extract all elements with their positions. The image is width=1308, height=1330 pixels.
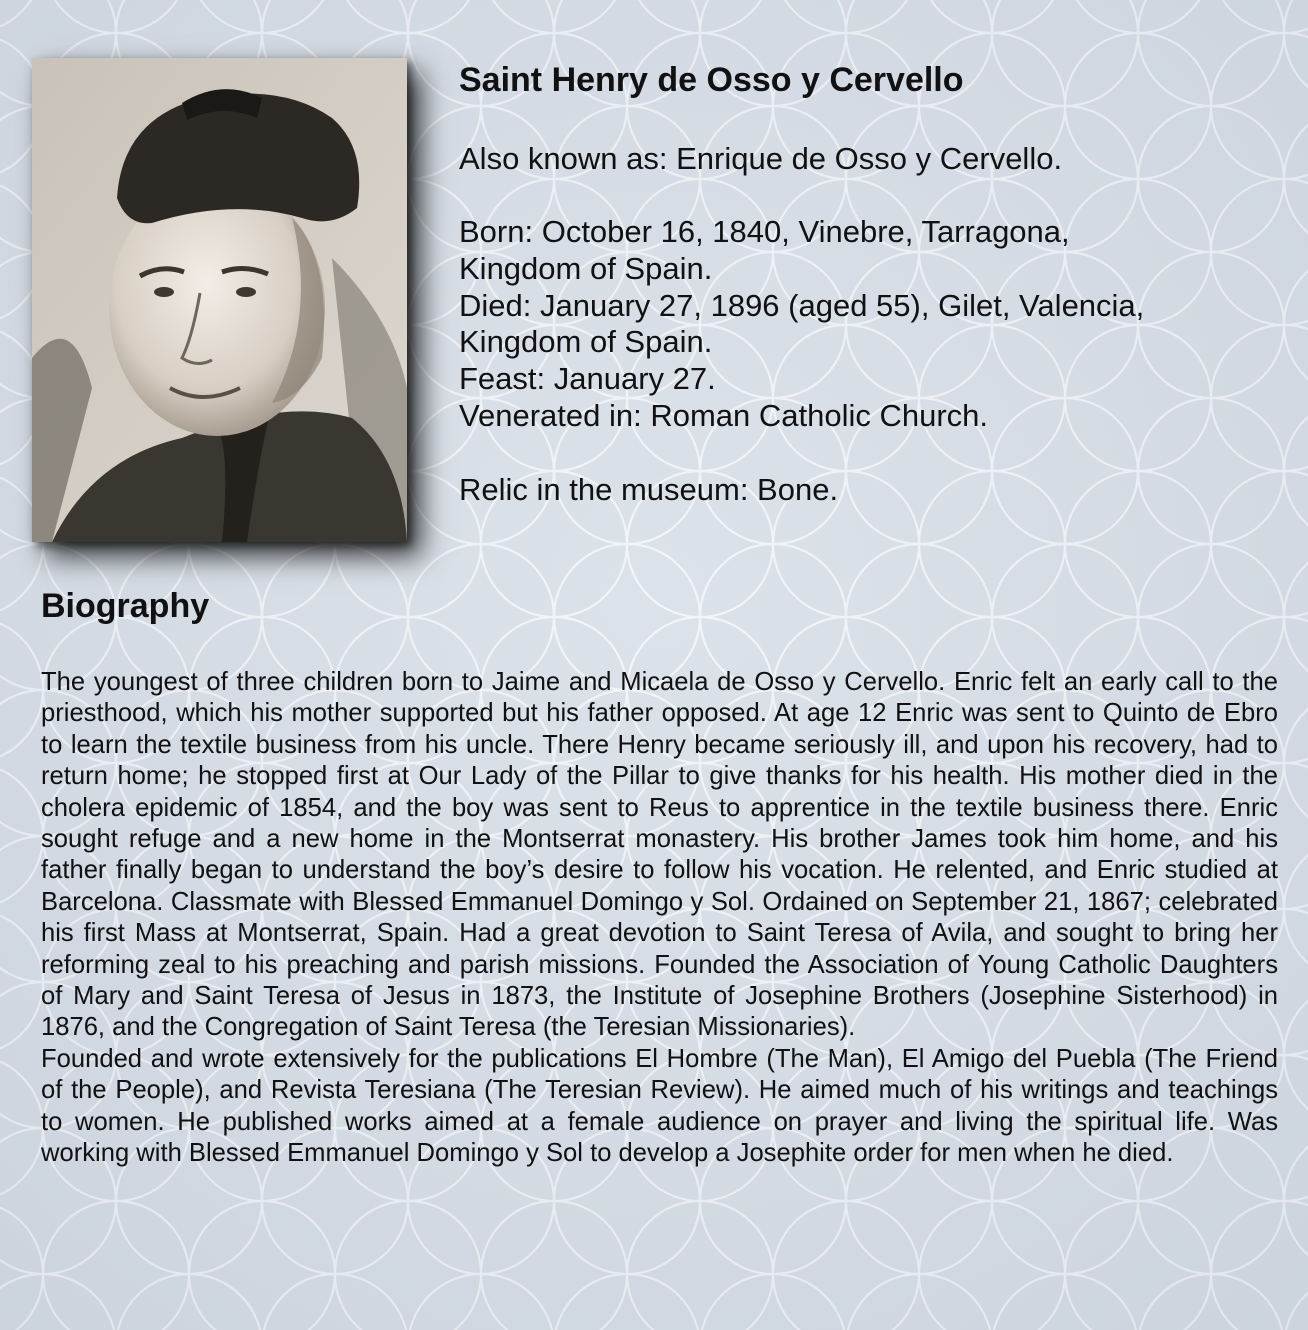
also-known-as-text: Also known as: Enrique de Osso y Cervello. (459, 141, 1063, 176)
relic-block (459, 472, 1259, 509)
biography-heading: Biography (41, 587, 210, 625)
biography-paragraph-2: Founded and wrote extensively for the publications El Hombre (The Man), El Amigo del Puebla (The Friend of the People), and Revista Teresiana (The Teresian Review). He aimed much of his writings and teachings to women. He published works aimed at a female audience on prayer and living the spiritual life. Was working with Blessed Emmanuel Domingo y Sol to develop a Josephite order for men when he died. (41, 1044, 1278, 1168)
born-line-2: Kingdom of Spain. (459, 250, 713, 286)
died-line-2: Kingdom of Spain. (459, 324, 713, 360)
feast-text: Feast: January 27. (459, 361, 716, 397)
venerated-text: Venerated in: Roman Catholic Church. (459, 397, 989, 433)
born-line-1: Born: October 16, 1840, Vinebre, Tarragona, (459, 214, 1070, 249)
biography-body (41, 667, 1278, 1170)
also-known-as-block (459, 141, 1259, 178)
saint-vitals-block (459, 214, 1259, 435)
relic-text: Relic in the museum: Bone. (459, 472, 839, 507)
died-line-1: Died: January 27, 1896 (aged 55), Gilet, Valencia, (459, 287, 1145, 323)
saint-portrait-image (32, 58, 407, 542)
biography-paragraph-1: The youngest of three children born to Jaime and Micaela de Osso y Cervello. Enric felt an early call to the priesthood, which his mother supported but his father opposed. At age 12 Enric was sent to Quinto de Ebro to learn the textile business from his uncle. There Henry became seriously ill, and upon his recovery, had to return home; he stopped first at Our Lady of the Pillar to give thanks for his health. His mother died in the cholera epidemic of 1854, and the boy was sent to Reus to apprentice in the textile business there. Enric sought refuge and a new home in the Montserrat monastery. His brother James took him home, and his father finally began to understand the boy’s desire to follow his vocation. He relented, and Enric studied at Barcelona. Classmate with Blessed Emmanuel Domingo y Sol. Ordained on September 21, 1867; celebrated his first Mass at Montserrat, Spain. Had a great devotion to Saint Teresa of Avila, and sought to bring her reforming zeal to his preaching and parish missions. Founded the Association of Young Catholic Daughters of Mary and Saint Teresa of Jesus in 1873, the Institute of Josephine Brothers (Josephine Sisterhood) in 1876, and the Congregation of Saint Teresa (the Teresian Missionaries). (41, 668, 1278, 1042)
saint-name-title: Saint Henry de Osso y Cervello (459, 61, 964, 99)
